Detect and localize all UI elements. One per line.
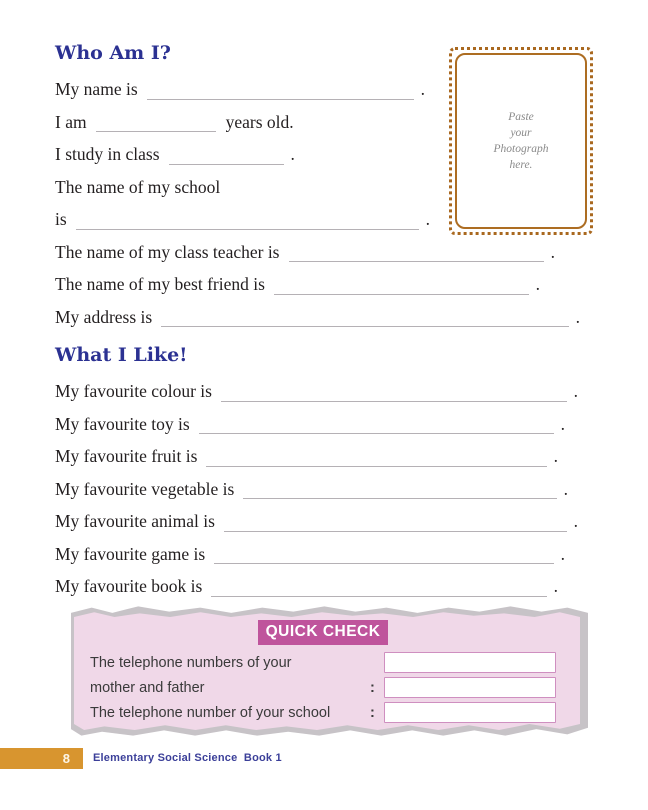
row-favourite-book xyxy=(55,570,585,603)
quick-check-row-parents-line1 xyxy=(90,652,556,673)
blank-line xyxy=(214,562,553,564)
colon-separator: : xyxy=(370,679,375,696)
blank-line xyxy=(76,228,419,230)
blank-line xyxy=(199,432,554,434)
row-label: My favourite vegetable is xyxy=(55,478,235,499)
row-label: The name of my school xyxy=(55,176,221,197)
row-label: My favourite game is xyxy=(55,543,206,564)
row-suffix: . xyxy=(535,274,540,294)
row-suffix: . xyxy=(550,241,555,262)
row-suffix: . xyxy=(553,446,558,466)
blank-line xyxy=(289,260,544,262)
phone-input-parents-1[interactable] xyxy=(384,652,556,673)
row-label: My favourite book is xyxy=(55,576,203,596)
row-favourite-toy xyxy=(55,408,585,441)
blank-line xyxy=(221,400,567,402)
photo-frame xyxy=(449,47,593,235)
photo-instruction-line: your xyxy=(510,127,532,139)
quick-check-row-school xyxy=(90,702,556,723)
blank-line xyxy=(211,595,546,597)
blank-line xyxy=(274,293,529,295)
row-label: The name of my class teacher is xyxy=(55,241,280,262)
blank-line xyxy=(96,130,216,132)
row-suffix: . xyxy=(573,511,578,531)
section-heading-who-am-i: Who Am I? xyxy=(55,42,171,64)
phone-input-school[interactable] xyxy=(384,702,556,723)
photo-instruction-line: Photograph xyxy=(493,143,549,155)
row-favourite-colour xyxy=(55,375,585,408)
row-label: My address is xyxy=(55,306,153,327)
row-suffix: . xyxy=(573,381,578,401)
row-label: My favourite colour is xyxy=(55,381,212,401)
blank-line xyxy=(243,497,556,499)
row-suffix: . xyxy=(575,306,580,327)
blank-line xyxy=(147,98,414,100)
phone-input-parents-2[interactable] xyxy=(384,677,556,698)
row-label: I am xyxy=(55,111,87,132)
row-label: I study in class xyxy=(55,144,160,164)
row-label: My favourite toy is xyxy=(55,413,190,434)
row-suffix: . xyxy=(560,413,565,434)
blank-line xyxy=(161,325,568,327)
row-suffix: . xyxy=(425,209,430,229)
page-number-badge: 8 xyxy=(0,748,83,769)
row-suffix: . xyxy=(420,79,425,99)
quick-check-label: The telephone number of your school xyxy=(90,704,331,721)
row-favourite-animal xyxy=(55,505,585,538)
quick-check-panel xyxy=(74,611,580,730)
colon-separator: : xyxy=(370,704,375,721)
row-suffix: . xyxy=(563,478,568,499)
blank-line xyxy=(169,163,284,165)
photo-instruction-line: Paste xyxy=(508,111,534,123)
section-heading-what-i-like: What I Like! xyxy=(55,344,188,366)
row-suffix: . xyxy=(560,543,565,564)
row-favourite-vegetable xyxy=(55,473,585,506)
row-label: The name of my best friend is xyxy=(55,274,265,294)
quick-check-title: QUICK CHECK xyxy=(258,620,388,645)
quick-check-label: mother and father xyxy=(90,679,205,696)
row-best-friend xyxy=(55,268,585,301)
quick-check-label: The telephone numbers of your xyxy=(90,654,292,671)
row-suffix: years old. xyxy=(225,111,294,132)
row-suffix: . xyxy=(553,576,558,596)
photo-instruction-line: here. xyxy=(509,159,533,171)
book-title: Elementary Social Science Book 1 xyxy=(93,752,282,764)
row-suffix: . xyxy=(290,144,295,164)
row-label: My favourite fruit is xyxy=(55,446,198,466)
blank-line xyxy=(224,530,567,532)
row-favourite-fruit xyxy=(55,440,585,473)
row-class-teacher xyxy=(55,236,585,269)
row-label: is xyxy=(55,209,67,229)
quick-check-row-parents-line2 xyxy=(90,677,556,698)
row-address xyxy=(55,301,585,334)
row-label: My favourite animal is xyxy=(55,511,215,531)
photo-paste-area xyxy=(455,53,587,229)
row-label: My name is xyxy=(55,79,138,99)
blank-line xyxy=(206,465,546,467)
row-favourite-game xyxy=(55,538,585,571)
